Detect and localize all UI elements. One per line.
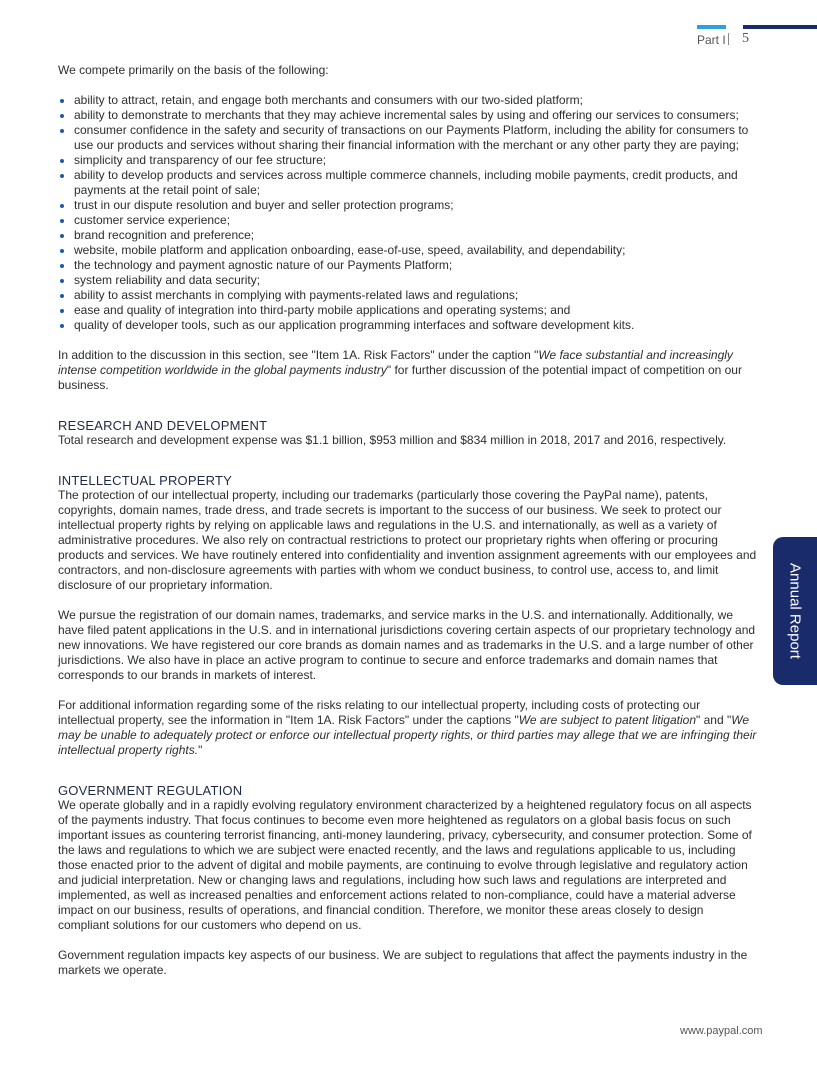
ip-heading: INTELLECTUAL PROPERTY — [58, 473, 232, 488]
competition-paragraph: In addition to the discussion in this section, see "Item 1A. Risk Factors" under the caption "We face substantial and increasingly intense competition worldwide in the global payments industry" for further discussion of the potential impact of competition on our business. — [58, 348, 742, 392]
rnd-heading: RESEARCH AND DEVELOPMENT — [58, 418, 268, 433]
list-item: brand recognition and preference; — [58, 228, 758, 243]
patent-litigation-caption: We are subject to patent litigation — [518, 713, 696, 727]
competition-intro: We compete primarily on the basis of the following: — [58, 63, 329, 77]
header-accent-bar-light — [697, 25, 726, 29]
page-content — [58, 63, 758, 978]
ip-rights-caption: We may be unable to adequately protect or enforce our intellectual property rights, or third parties may allege that we are infringing their intellectual property rights. — [58, 713, 757, 757]
list-item: ability to assist merchants in complying with payments-related laws and regulations; — [58, 288, 758, 303]
footer-website-link[interactable]: www.paypal.com — [680, 1025, 763, 1037]
list-item: ability to demonstrate to merchants that they may achieve incremental sales by using and offering our services to consumers; — [58, 108, 758, 123]
list-item: simplicity and transparency of our fee structure; — [58, 153, 758, 168]
header-divider — [728, 33, 729, 45]
gov-heading: GOVERNMENT REGULATION — [58, 783, 243, 798]
ip-paragraph-1: The protection of our intellectual property, including our trademarks (particularly those covering the PayPal name), patents, copyrights, domain names, trade dress, and trade secrets is important to the success of our business. We seek to protect our intellectual property rights by relying on applicable laws and regulations in the U.S. and internationally, as well as a variety of administrative procedures. We also rely on contractual restrictions to protect our proprietary rights when offering or procuring products and services. We have routinely entered into confidentiality and invention assignment agreements with our employees and contractors, and non-disclosure agreements with parties with whom we conduct business, to control use, access to, and limit disclosure of our proprietary information. — [58, 488, 757, 592]
annual-report-tab[interactable] — [773, 537, 817, 685]
list-item: customer service experience; — [58, 213, 758, 228]
list-item: system reliability and data security; — [58, 273, 758, 288]
gov-paragraph-2: Government regulation impacts key aspects of our business. We are subject to regulations that affect the payments industry in the markets we operate. — [58, 948, 748, 977]
list-item: the technology and payment agnostic nature of our Payments Platform; — [58, 258, 758, 273]
list-item: ability to develop products and services across multiple commerce channels, including mobile payments, credit products, and payments at the retail point of sale; — [58, 168, 758, 198]
list-item: ability to attract, retain, and engage both merchants and consumers with our two-sided platform; — [58, 93, 758, 108]
list-item: consumer confidence in the safety and security of transactions on our Payments Platform, including the ability for consumers to use our products and services without sharing their financial information with the merchant or any other party they are paying; — [58, 123, 758, 153]
list-item: quality of developer tools, such as our application programming interfaces and software development kits. — [58, 318, 758, 333]
competition-bullet-list — [58, 93, 758, 333]
ip-paragraph-2: We pursue the registration of our domain names, trademarks, and service marks in the U.S. and internationally. Additionally, we have filed patent applications in the U.S. and in international jurisdictions covering certain aspects of our proprietary technology and new innovations. We have registered our core brands as domain names and as trademarks in the U.S. and a large number of other jurisdictions. We also have in place an active program to continue to secure and enforce trademarks and domain names that corresponds to our brands in markets of interest. — [58, 608, 756, 682]
list-item: ease and quality of integration into third-party mobile applications and operating systems; and — [58, 303, 758, 318]
page-number: 5 — [742, 31, 749, 46]
header-part-label: Part I — [697, 33, 726, 47]
gov-paragraph-1: We operate globally and in a rapidly evolving regulatory environment characterized by a heightened regulatory focus on all aspects of the payments industry. That focus continues to become even more heightened as regulators on a global basis focus on such important issues as countering terrorist financing, anti-money laundering, privacy, cybersecurity, and consumer protection. Some of the laws and regulations to which we are subject were enacted recently, and the laws and regulations applicable to us, including those enacted prior to the advent of digital and mobile payments, are continuing to evolve through legislative and regulatory action and judicial interpretation. New or changing laws and regulations, including how such laws and regulations are interpreted and implemented, as well as increased penalties and enforcement actions related to non-compliance, could have a material adverse impact on our business, results of operations, and financial condition. Therefore, we monitor these areas closely to design compliant solutions for our customers who depend on us. — [58, 798, 752, 932]
header-accent-bar-dark — [743, 25, 817, 29]
list-item: website, mobile platform and application onboarding, ease-of-use, speed, availability, and dependability; — [58, 243, 758, 258]
risk-factor-caption: We face substantial and increasingly intense competition worldwide in the global payments industry — [58, 348, 733, 377]
annual-report-tab-label: Annual Report — [786, 563, 804, 659]
list-item: trust in our dispute resolution and buyer and seller protection programs; — [58, 198, 758, 213]
rnd-paragraph: Total research and development expense was $1.1 billion, $953 million and $834 million in 2018, 2017 and 2016, respectively. — [58, 433, 727, 447]
ip-paragraph-3: For additional information regarding some of the risks relating to our intellectual property, including costs of protecting our intellectual property, see the information in "Item 1A. Risk Factors" under the captions "We are subject to patent litigation" and "We may be unable to adequately protect or enforce our intellectual property rights, or third parties may allege that we are infringing their intellectual property rights." — [58, 698, 757, 757]
